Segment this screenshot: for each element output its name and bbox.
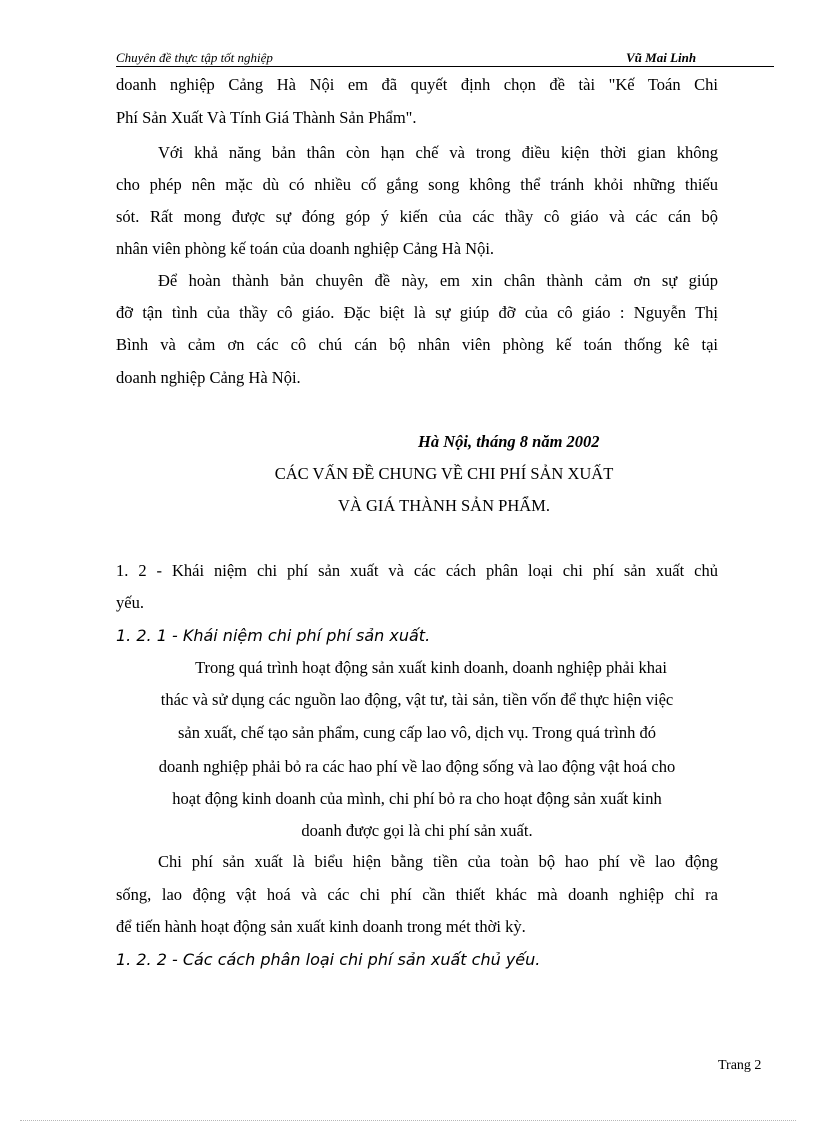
- text-line: cho phép nên mặc dù có nhiều cố gắng song không thể tránh khỏi những thiếu: [116, 175, 718, 194]
- text-line: Trong quá trình hoạt động sản xuất kinh doanh, doanh nghiệp phải khai: [195, 658, 667, 677]
- header-author: Vũ Mai Linh: [626, 50, 697, 65]
- text-line: sản xuất, chế tạo sản phẩm, cung cấp lao vô, dịch vụ. Trong quá trình đó: [178, 723, 656, 742]
- signoff-date: Hà Nội, tháng 8 năm 2002: [418, 432, 600, 451]
- text-line: Để hoàn thành bản chuyên đề này, em xin chân thành cảm ơn sự giúp: [158, 271, 718, 290]
- chapter-title: VÀ GIÁ THÀNH SẢN PHẨM.: [338, 496, 550, 515]
- text-line: nhân viên phòng kế toán của doanh nghiệp Cảng Hà Nội.: [116, 239, 495, 258]
- page-header: [116, 50, 774, 67]
- text-line: hoạt động kinh doanh của mình, chi phí bỏ ra cho hoạt động sản xuất kinh: [172, 789, 662, 808]
- chapter-title: CÁC VẤN ĐỀ CHUNG VỀ CHI PHÍ SẢN XUẤT: [274, 464, 614, 483]
- text-line: để tiến hành hoạt động sản xuất kinh doanh trong mét thời kỳ.: [116, 917, 526, 936]
- text-line: Với khả năng bản thân còn hạn chế và trong điều kiện thời gian không: [158, 143, 718, 162]
- text-line: doanh nghiệp Cảng Hà Nội.: [116, 368, 301, 387]
- text-line: sót. Rất mong được sự đóng góp ý kiến của các thầy cô giáo và các cán bộ: [116, 207, 718, 226]
- text-line: doanh được gọi là chi phí sản xuất.: [301, 821, 533, 840]
- page-number: Trang 2: [718, 1058, 762, 1073]
- page-edge-divider: [20, 1120, 796, 1121]
- text-line: thác và sử dụng các nguồn lao động, vật tư, tài sản, tiền vốn để thực hiện việc: [160, 690, 674, 709]
- subsection-heading: 1. 2. 2 - Các cách phân loại chi phí sản xuất chủ yếu.: [116, 950, 541, 969]
- text-line: Phí Sản Xuất Và Tính Giá Thành Sản Phẩm".: [116, 108, 417, 127]
- text-line: sống, lao động vật hoá và các chi phí cần thiết khác mà doanh nghiệp chỉ ra: [116, 885, 718, 904]
- text-line: đỡ tận tình của thầy cô giáo. Đặc biệt là sự giúp đỡ của cô giáo : Nguyễn Thị: [116, 303, 718, 322]
- text-line: Chi phí sản xuất là biểu hiện bằng tiền của toàn bộ hao phí về lao động: [158, 852, 718, 871]
- subsection-heading: 1. 2. 1 - Khái niệm chi phí phí sản xuất.: [116, 626, 431, 645]
- text-line: doanh nghiệp phải bỏ ra các hao phí về lao động sống và lao động vật hoá cho: [158, 757, 676, 776]
- header-title: Chuyên đề thực tập tốt nghiệp: [116, 50, 273, 65]
- text-line: Bình và cảm ơn các cô chú cán bộ nhân viên phòng kế toán thống kê tại: [116, 335, 718, 354]
- section-heading: 1. 2 - Khái niệm chi phí sản xuất và các cách phân loại chi phí sản xuất chủ: [116, 561, 718, 580]
- text-line: doanh nghiệp Cảng Hà Nội em đã quyết định chọn đề tài "Kế Toán Chi: [116, 75, 718, 94]
- section-heading: yếu.: [116, 593, 144, 612]
